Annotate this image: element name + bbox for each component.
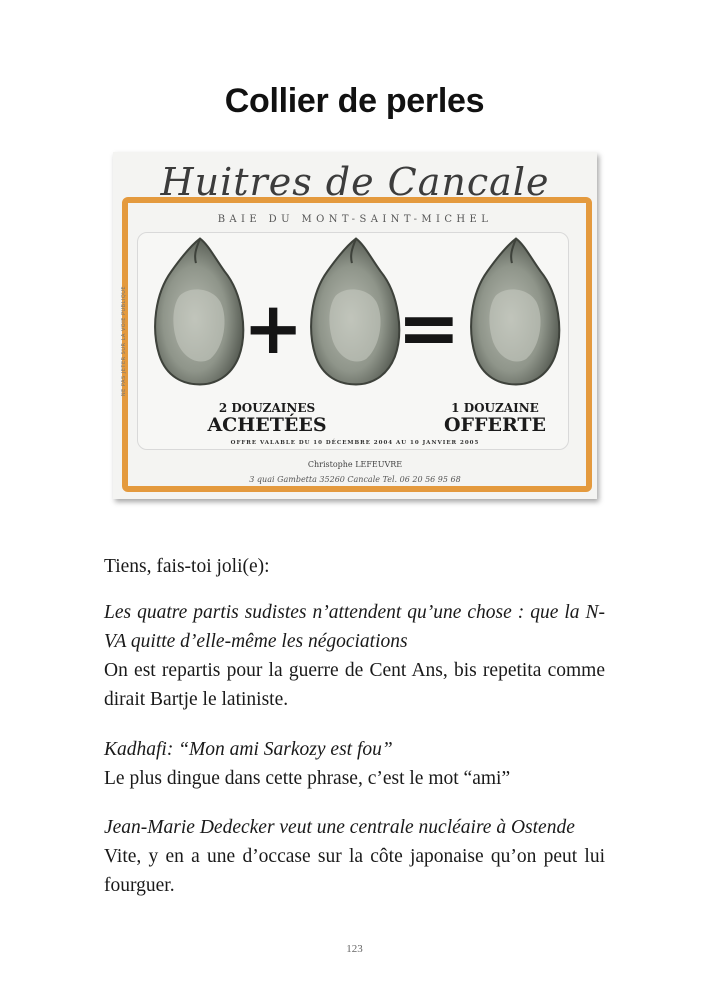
news-quote: Kadhafi: “Mon ami Sarkozy est fou”	[104, 739, 393, 760]
oyster-icon	[305, 234, 407, 388]
ad-side-text: NE PAS JETER SUR LA VOIE PUBLIQUE	[121, 285, 127, 397]
ad-brand: Huitres de Cancale	[160, 160, 550, 204]
news-quote: Les quatre partis sudistes n’attendent qu’une chose : que la N-VA quitte d’elle-même les négociations	[104, 602, 605, 652]
oyster-icon	[465, 234, 567, 388]
ad-left-word: ACHETÉES	[207, 414, 327, 436]
ad-right-quantity: 1 DOUZAINE	[451, 401, 539, 415]
equals-sign: =	[397, 283, 461, 372]
news-comment: Le plus dingue dans cette phrase, c’est le mot “ami”	[104, 768, 511, 789]
news-item	[104, 813, 605, 900]
ad-left-quantity: 2 DOUZAINES	[218, 401, 316, 415]
news-item	[104, 735, 605, 793]
oyster-icon	[149, 234, 251, 388]
oyster-advertisement-image	[113, 152, 597, 499]
page-title: Collier de perles	[224, 82, 485, 120]
ad-address: 3 quai Gambetta 35260 Cancale Tel. 06 20 56 95 68	[249, 475, 461, 484]
ad-offer-dates: OFFRE VALABLE DU 10 DÉCEMBRE 2004 AU 10 JANVIER 2005	[230, 440, 480, 446]
intro-text: Tiens, fais-toi joli(e):	[104, 556, 270, 577]
ad-contact-name: Christophe LEFEUVRE	[307, 460, 403, 469]
news-comment: Vite, y en a une d’occase sur la côte japonaise qu’on peut lui fourguer.	[104, 846, 605, 896]
intro-paragraph	[104, 552, 605, 581]
plus-sign: +	[243, 286, 304, 370]
ad-subtitle: BAIE DU MONT-SAINT-MICHEL	[217, 214, 493, 225]
ad-right-word: OFFERTE	[443, 414, 547, 436]
news-quote: Jean-Marie Dedecker veut une centrale nucléaire à Ostende	[104, 817, 575, 838]
page-number: 123	[346, 943, 363, 955]
news-comment: On est repartis pour la guerre de Cent Ans, bis repetita comme dirait Bartje le latiniste.	[104, 660, 605, 710]
news-item	[104, 598, 605, 714]
